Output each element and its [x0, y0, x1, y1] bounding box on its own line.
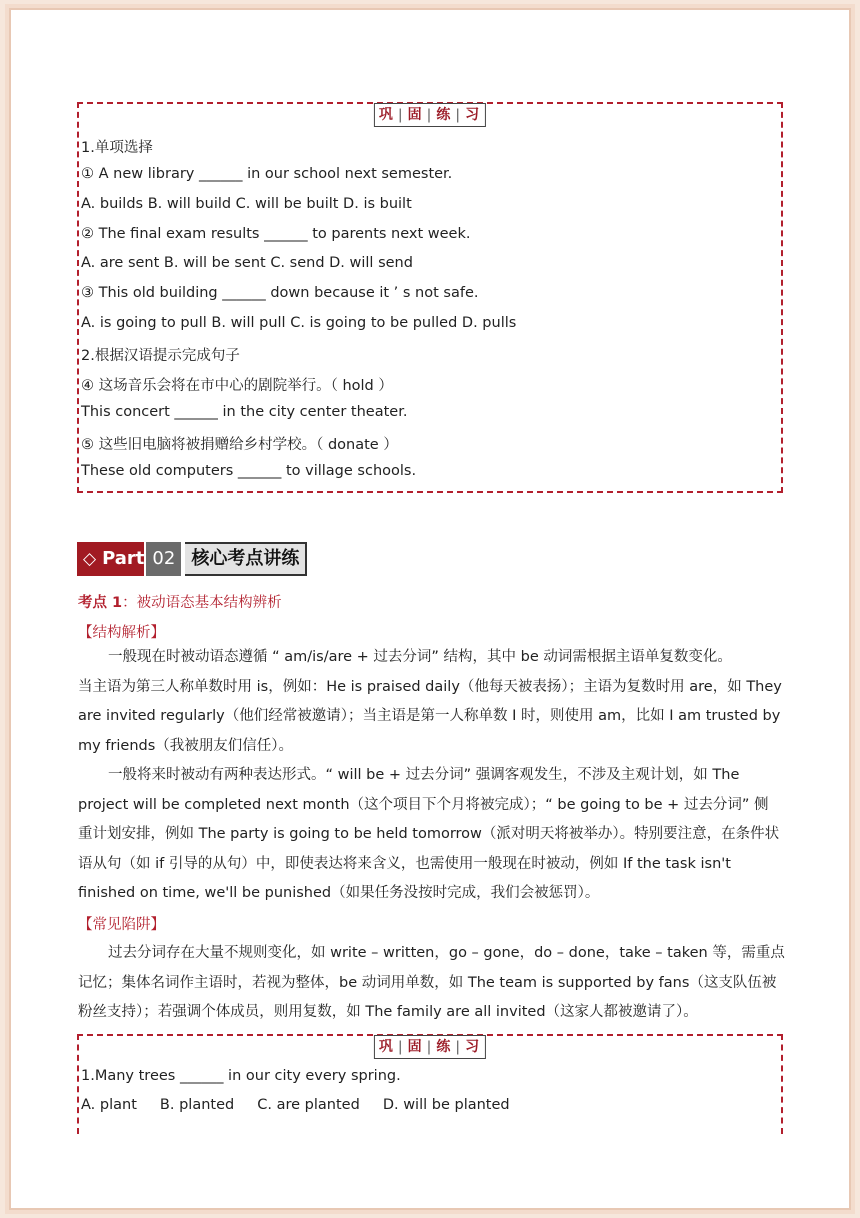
question-1: ① A new library ______ in our school next semester.	[81, 166, 453, 182]
paragraph-present-passive	[78, 643, 786, 761]
text-line: 记忆；集体名词作主语时，若视为整体，be 动词用单数，如 The team is supported by fans（这支队伍被	[78, 974, 777, 991]
text-line: are invited regularly（他们经常被邀请）；当主语是第一人称单数 I 时，则使用 am，比如 I am trusted by	[78, 708, 781, 725]
section-heading-choice: 1.单项选择	[81, 140, 153, 156]
question-2: ② The final exam results ______ to parents next week.	[81, 226, 471, 242]
part-label	[77, 542, 144, 576]
text-line: project will be completed next month（这个项目下个月将被完成）；“ be going to be + 过去分词” 侧	[78, 796, 769, 813]
title-char: 巩	[378, 1039, 395, 1055]
practice-box-title: 巩 | 固 | 练 | 习	[374, 1035, 486, 1059]
title-char: 固	[407, 107, 424, 123]
practice-box-title: 巩 | 固 | 练 | 习	[374, 103, 486, 127]
question-1: 1.Many trees ______ in our city every spring.	[81, 1068, 401, 1084]
part-word: Part	[102, 548, 145, 569]
options-1: A. plant B. planted C. are planted D. will be planted	[81, 1097, 510, 1113]
kaodian-title	[78, 591, 282, 612]
section-heading-structure: 【结构解析】	[78, 625, 165, 641]
title-char: 习	[465, 107, 482, 123]
paragraph-future-passive	[78, 761, 786, 909]
kaodian-label: 考点 1	[78, 595, 123, 611]
text-line: my friends（我被朋友们信任）。	[78, 737, 294, 754]
text-line: 当主语为第三人称单数时用 is，例如：He is praised daily（他每天被表扬）；主语为复数时用 are，如 They	[78, 678, 782, 695]
section-heading-translate: 2.根据汉语提示完成句子	[81, 348, 240, 364]
question-4: ④ 这场音乐会将在市中心的剧院举行。（ hold ）	[81, 378, 393, 394]
options-2: A. are sent B. will be sent C. send D. will send	[81, 255, 413, 271]
answer-4: This concert ______ in the city center theater.	[81, 404, 408, 420]
text-line: 一般现在时被动语态遵循 “ am/is/are + 过去分词” 结构，其中 be 动词需根据主语单复数变化。	[108, 649, 732, 665]
title-char: 练	[436, 107, 453, 123]
practice-box-2	[77, 1034, 783, 1134]
part-title: 核心考点讲练	[185, 542, 307, 576]
text-line: 过去分词存在大量不规则变化，如 write – written，go – gone，do – done，take – taken 等，需重点	[108, 945, 785, 961]
kaodian-text: ：被动语态基本结构辨析	[122, 595, 282, 611]
options-3: A. is going to pull B. will pull C. is going to be pulled D. pulls	[81, 315, 517, 331]
diamond-icon: ◇	[83, 549, 97, 569]
part-header	[77, 542, 307, 576]
paragraph-traps	[78, 939, 786, 1028]
section-heading-traps: 【常见陷阱】	[78, 917, 165, 933]
title-char: 巩	[378, 107, 395, 123]
text-line: 重计划安排，例如 The party is going to be held tomorrow（派对明天将被举办）。特别要注意，在条件状	[78, 826, 780, 843]
title-char: 练	[436, 1039, 453, 1055]
title-char: 固	[407, 1039, 424, 1055]
text-line: 一般将来时被动有两种表达形式。“ will be + 过去分词” 强调客观发生，不涉及主观计划，如 The	[108, 767, 740, 783]
text-line: finished on time, we'll be punished（如果任务没按时完成，我们会被惩罚）。	[78, 885, 600, 902]
practice-box-1	[77, 102, 783, 493]
part-number: 02	[146, 542, 181, 576]
question-3: ③ This old building ______ down because it ’ s not safe.	[81, 285, 479, 301]
question-5: ⑤ 这些旧电脑将被捐赠给乡村学校。（ donate ）	[81, 437, 398, 453]
text-line: 语从句（如 if 引导的从句）中，即使表达将来含义，也需使用一般现在时被动，例如 If the task isn't	[78, 855, 731, 872]
answer-5: These old computers ______ to village schools.	[81, 463, 417, 479]
title-char: 习	[465, 1039, 482, 1055]
text-line: 粉丝支持）；若强调个体成员，则用复数，如 The family are all invited（这家人都被邀请了）。	[78, 1004, 698, 1021]
options-1: A. builds B. will build C. will be built D. is built	[81, 196, 412, 212]
